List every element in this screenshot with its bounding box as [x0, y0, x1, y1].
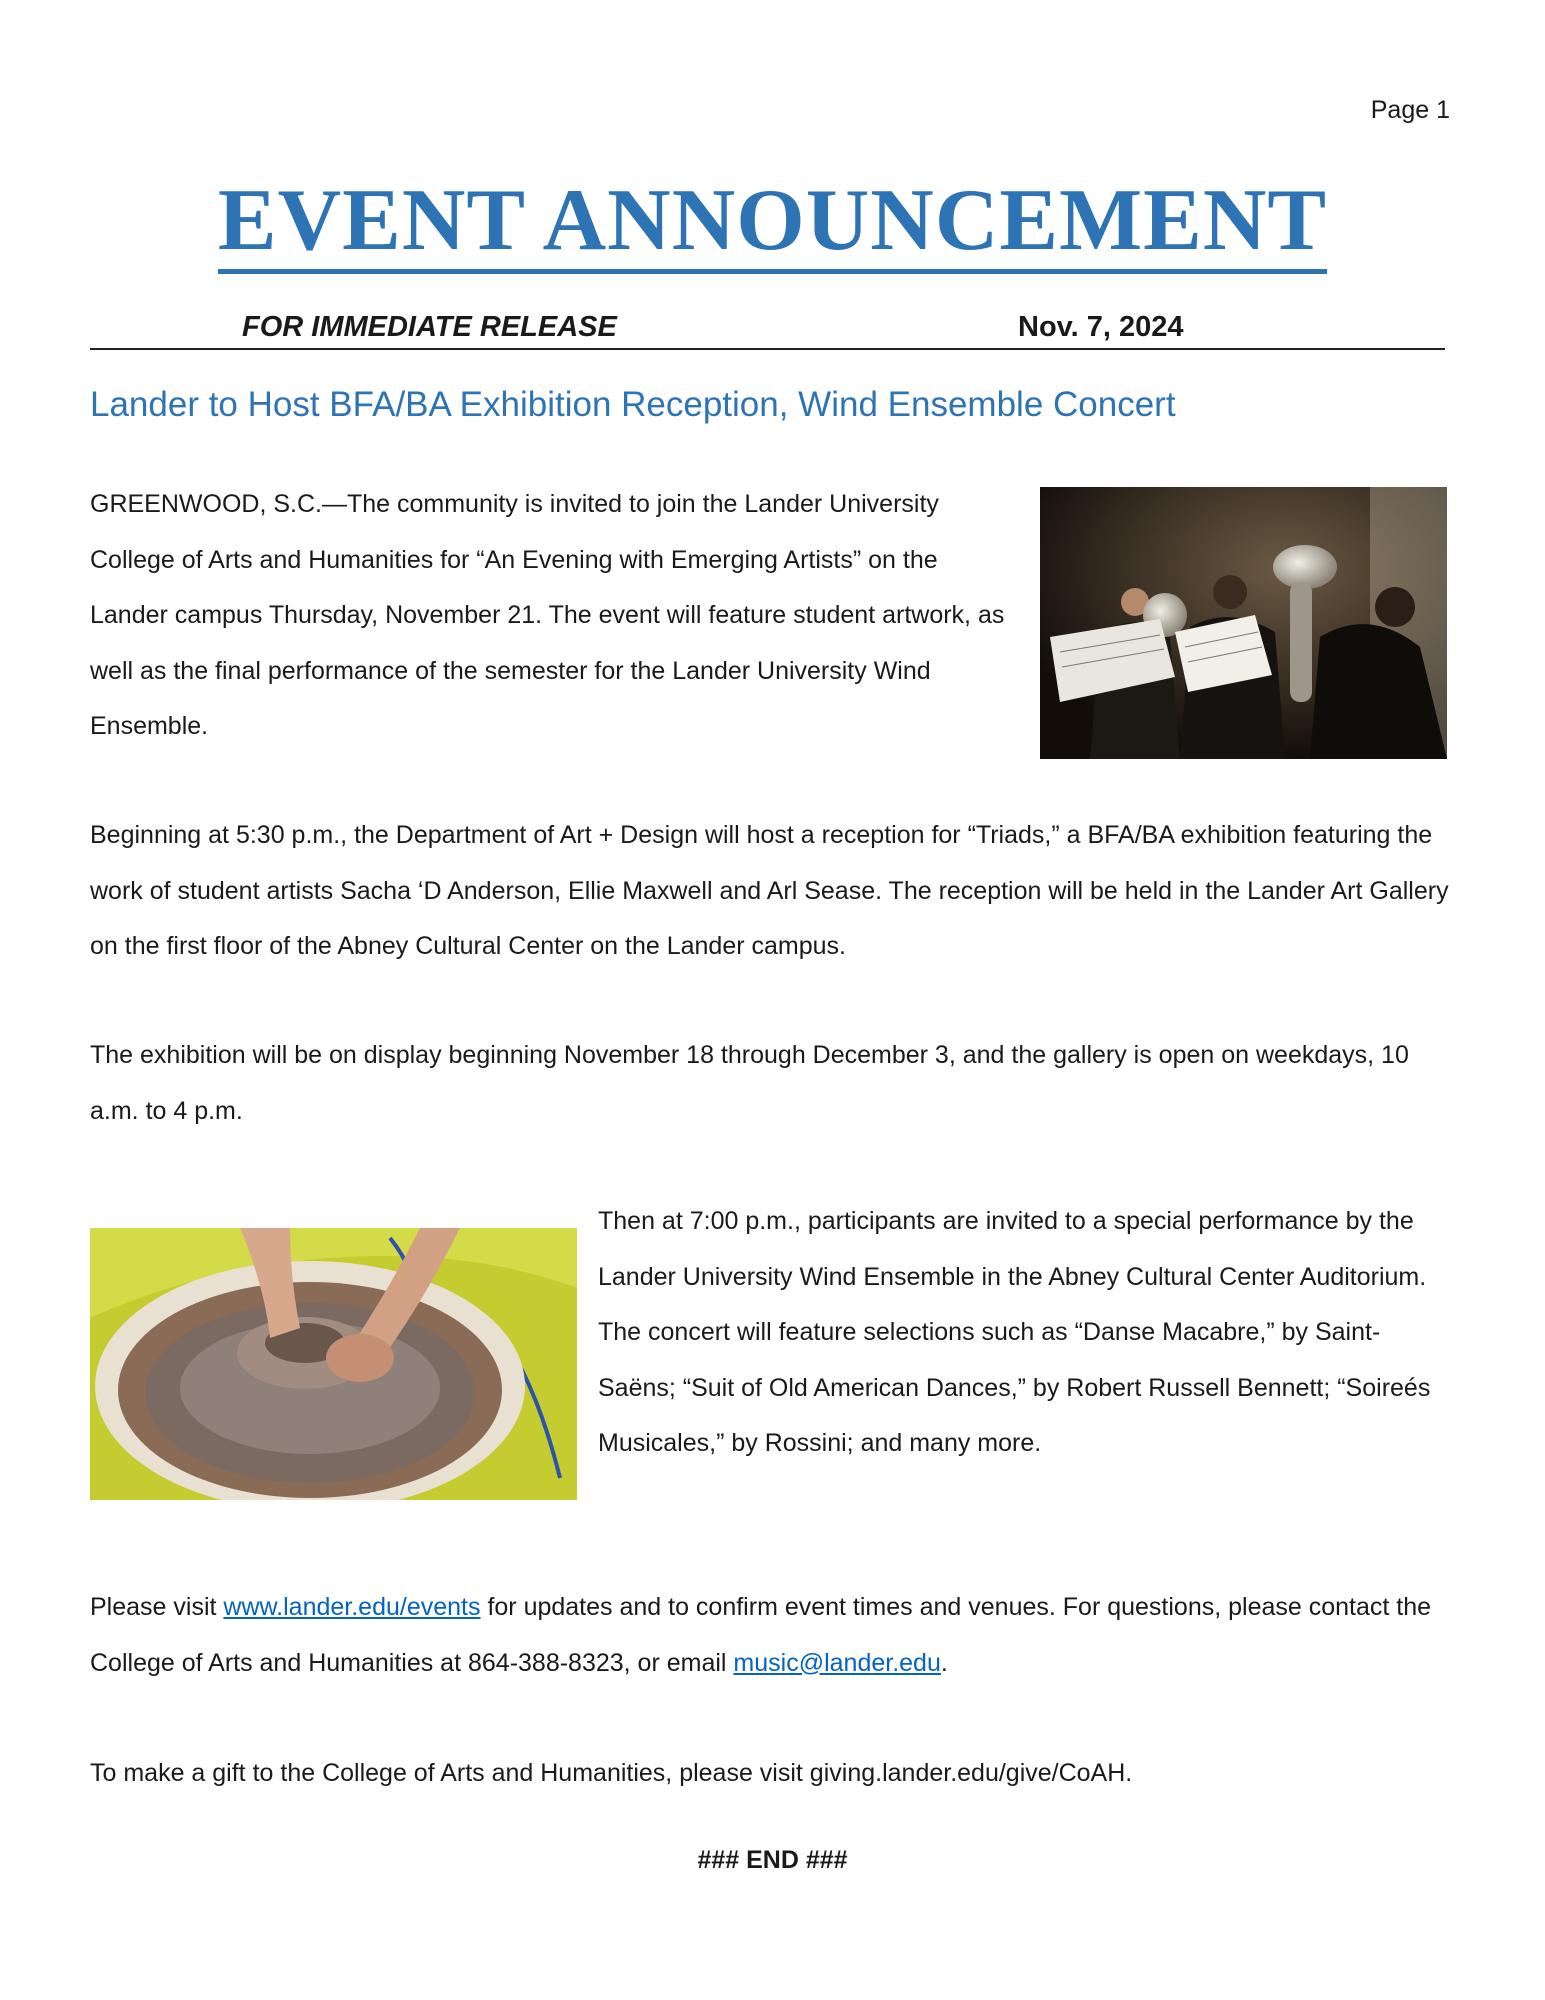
release-row: [90, 308, 1445, 350]
paragraph-concert: Then at 7:00 p.m., participants are invited to a special performance by the Lander University Wind Ensemble in the Abney Cultural Center Auditorium. The concert will feature selections such as “Danse Macabre,” by Saint-Saëns; “Suit of Old American Dances,” by Robert Russell Bennett; “Soireés Musicales,” by Rossini; and many more.: [598, 1207, 1431, 1457]
wind-ensemble-photo: [1040, 487, 1447, 759]
contact-text-middle: for updates and to confirm event times and venues. For questions, please contact the College of Arts and Humanities at 864-388-8323, or email: [90, 1593, 1432, 1677]
headline: Lander to Host BFA/BA Exhibition Reception, Wind Ensemble Concert: [90, 385, 1176, 424]
pottery-wheel-photo: [90, 1228, 577, 1500]
end-marker: ### END ###: [697, 1846, 848, 1874]
contact-text-start: Please visit: [90, 1593, 224, 1621]
wind-ensemble-illustration: [1040, 487, 1447, 759]
paragraph-exhibition-dates: The exhibition will be on display beginning November 18 through December 3, and the gallery is open on weekdays, 10 a.m. to 4 p.m.: [90, 1041, 1409, 1125]
page-number: Page 1: [1370, 96, 1450, 124]
release-date: Nov. 7, 2024: [1018, 311, 1184, 343]
events-link[interactable]: www.lander.edu/events: [223, 1593, 481, 1621]
paragraph-intro: GREENWOOD, S.C.—The community is invited to join the Lander University College of Arts and Humanities for “An Evening with Emerging Artists” on the Lander campus Thursday, November 21. The event will feature student artwork, as well as the final performance of the semester for the Lander University Wind Ensemble.: [90, 490, 1005, 740]
title-text: EVENT ANNOUNCEMENT: [218, 172, 1327, 274]
pottery-illustration: [90, 1228, 577, 1500]
paragraph-reception: Beginning at 5:30 p.m., the Department of Art + Design will host a reception for “Triads,” a BFA/BA exhibition featuring the work of student artists Sacha ‘D Anderson, Ellie Maxwell and Arl Sease. The reception will be held in the Lander Art Gallery on the first floor of the Abney Cultural Center on the Lander campus.: [90, 821, 1449, 960]
paragraph-contact: [90, 1580, 1460, 1691]
email-link[interactable]: music@lander.edu: [733, 1648, 941, 1677]
contact-text-end: .: [940, 1648, 948, 1677]
paragraph-gift: To make a gift to the College of Arts and Humanities, please visit giving.lander.edu/give/CoAH.: [90, 1759, 1133, 1787]
release-label: FOR IMMEDIATE RELEASE: [242, 311, 617, 343]
page-title: [0, 170, 1545, 271]
